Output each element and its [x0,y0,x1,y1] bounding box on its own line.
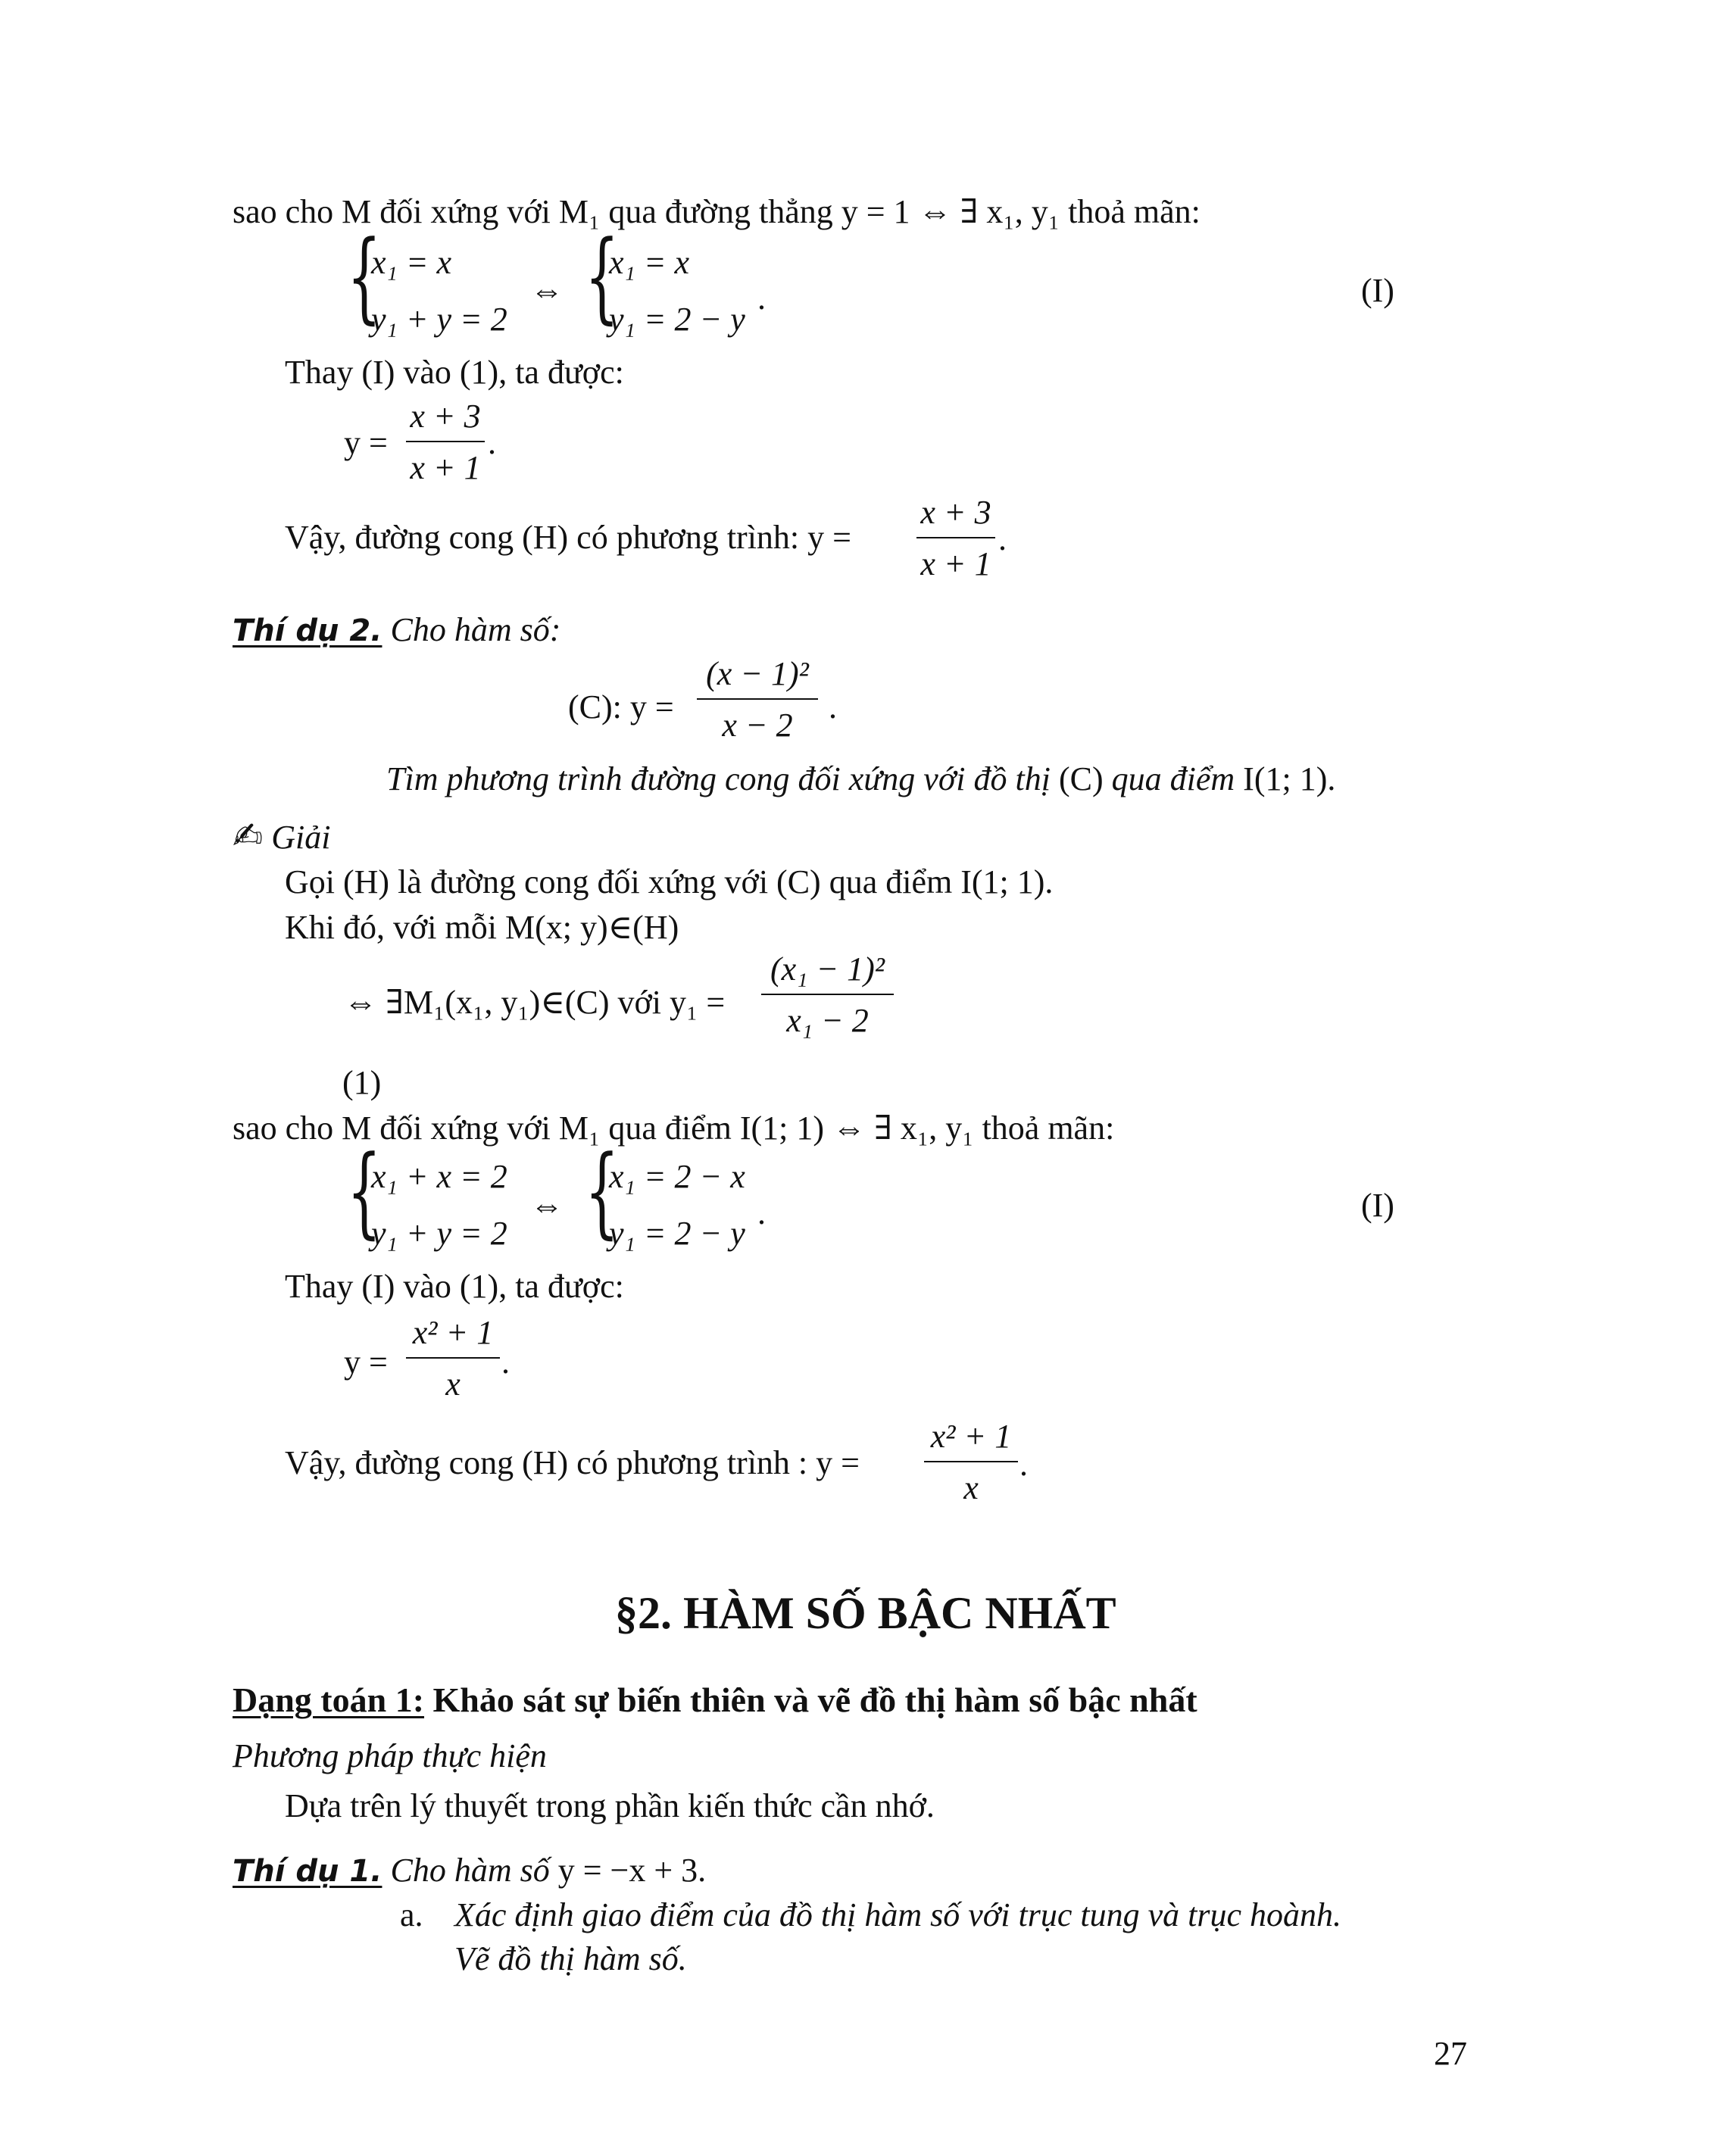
task-line [386,760,1336,797]
numerator: (x − 1)² [706,655,809,692]
denominator: x − 2 [722,707,793,744]
pen-icon: ✍ [233,815,264,857]
denominator: x₁ − 2 [786,1002,869,1039]
equation-lhs: y = [344,1343,388,1381]
denominator: x + 1 [410,449,481,486]
task-text: Tìm phương trình đường cong đối xứng với đồ thị [386,760,1051,797]
denominator: x + 1 [920,545,991,582]
system-eq: x₁ = 2 − x [609,1158,745,1195]
text-line: Vậy, đường cong (H) có phương trình : y = [285,1444,860,1481]
example-text: Cho hàm số [390,1852,550,1889]
question-letter: a. [400,1896,423,1933]
page-number: 27 [1434,2035,1467,2072]
problem-type-title: Khảo sát sự biến thiên và vẽ đồ thị hàm số bậc nhất [432,1680,1197,1719]
fraction [761,950,894,1039]
question-text: Vẽ đồ thị hàm số. [454,1940,687,1977]
section-number: §2. [615,1588,672,1638]
solution-heading [233,815,331,857]
example-label: Thí dụ 2. [233,613,382,648]
equation-lhs: ⇔ ∃M₁(x₁, y₁)∈(C) với y₁ = [344,984,726,1021]
text-line: Thay (I) vào (1), ta được: [285,354,624,391]
text-line: Thay (I) vào (1), ta được: [285,1268,624,1305]
numerator: x + 3 [410,398,481,435]
solution-label: Giải [271,819,331,856]
equation-tag: (I) [1361,1187,1394,1224]
period: . [501,1343,510,1381]
period: . [488,424,496,461]
equiv-symbol: ⇔ [530,1187,564,1224]
period: . [1019,1446,1028,1483]
example-heading [233,613,560,647]
fraction-bar [697,698,818,700]
system-eq: x₁ = x [609,244,690,281]
section-name: HÀM SỐ BẬC NHẤT [683,1588,1116,1638]
denominator: x [445,1365,461,1403]
period: . [998,520,1007,557]
denominator: x [963,1469,979,1506]
text-line: sao cho M đối xứng với M₁ qua điểm I(1; 1) ⇔ ∃ x₁, y₁ thoả mãn: [233,1109,1115,1147]
numerator: (x₁ − 1)² [770,950,885,988]
system-eq: y₁ = 2 − y [609,1215,745,1252]
fraction-bar [406,1357,500,1359]
numerator: x² + 1 [412,1314,494,1351]
fraction [406,1316,500,1401]
fraction-bar [924,1461,1018,1462]
problem-type-heading [233,1680,1197,1719]
text-line: Dựa trên lý thuyết trong phần kiến thức cần nhớ. [285,1787,935,1824]
period: . [829,688,837,726]
equation-lhs: (C): y = [568,688,674,726]
fraction [924,1420,1018,1505]
task-text: (C) [1058,760,1104,797]
numerator: x + 3 [920,494,991,531]
fraction-bar [406,441,485,442]
system-eq: x₁ = x [371,244,452,281]
system-eq: y₁ = 2 − y [609,301,745,338]
period: . [757,1194,766,1231]
equiv-symbol: ⇔ [530,272,564,309]
example-label: Thí dụ 1. [233,1854,382,1889]
problem-type-label: Dạng toán 1: [233,1680,425,1719]
left-brace: { [585,219,620,334]
text-line: Khi đó, với mỗi M(x; y)∈(H) [285,909,679,946]
fraction-bar [761,994,894,995]
fraction [697,657,818,742]
fraction [406,400,485,485]
left-brace: { [347,219,382,334]
section-title [615,1590,1116,1636]
text-line: Vậy, đường cong (H) có phương trình: y = [285,519,851,556]
equation-lhs: y = [344,424,388,461]
method-heading: Phương pháp thực hiện [233,1737,547,1774]
equation-tag: (I) [1361,272,1394,309]
left-brace: { [585,1134,620,1249]
task-text: I(1; 1). [1243,760,1336,797]
example-formula: y = −x + 3. [557,1852,707,1889]
question-text: Xác định giao điểm của đồ thị hàm số với trục tung và trục hoành. [454,1896,1342,1933]
system-eq: y₁ + y = 2 [371,1215,507,1252]
system-eq: x₁ + x = 2 [371,1158,507,1195]
system-eq: y₁ + y = 2 [371,301,507,338]
example-text: Cho hàm số: [390,611,561,648]
task-text: qua điểm [1111,760,1235,797]
numerator: x² + 1 [930,1418,1012,1455]
left-brace: { [347,1134,382,1249]
fraction-bar [916,537,995,538]
example-heading [233,1854,706,1887]
fraction [916,496,995,581]
equation-tag: (1) [342,1064,382,1101]
text-line: Gọi (H) là đường cong đối xứng với (C) qua điểm I(1; 1). [285,863,1054,900]
text-line: sao cho M đối xứng với M₁ qua đường thẳng y = 1 ⇔ ∃ x₁, y₁ thoả mãn: [233,193,1201,230]
period: . [757,279,766,317]
